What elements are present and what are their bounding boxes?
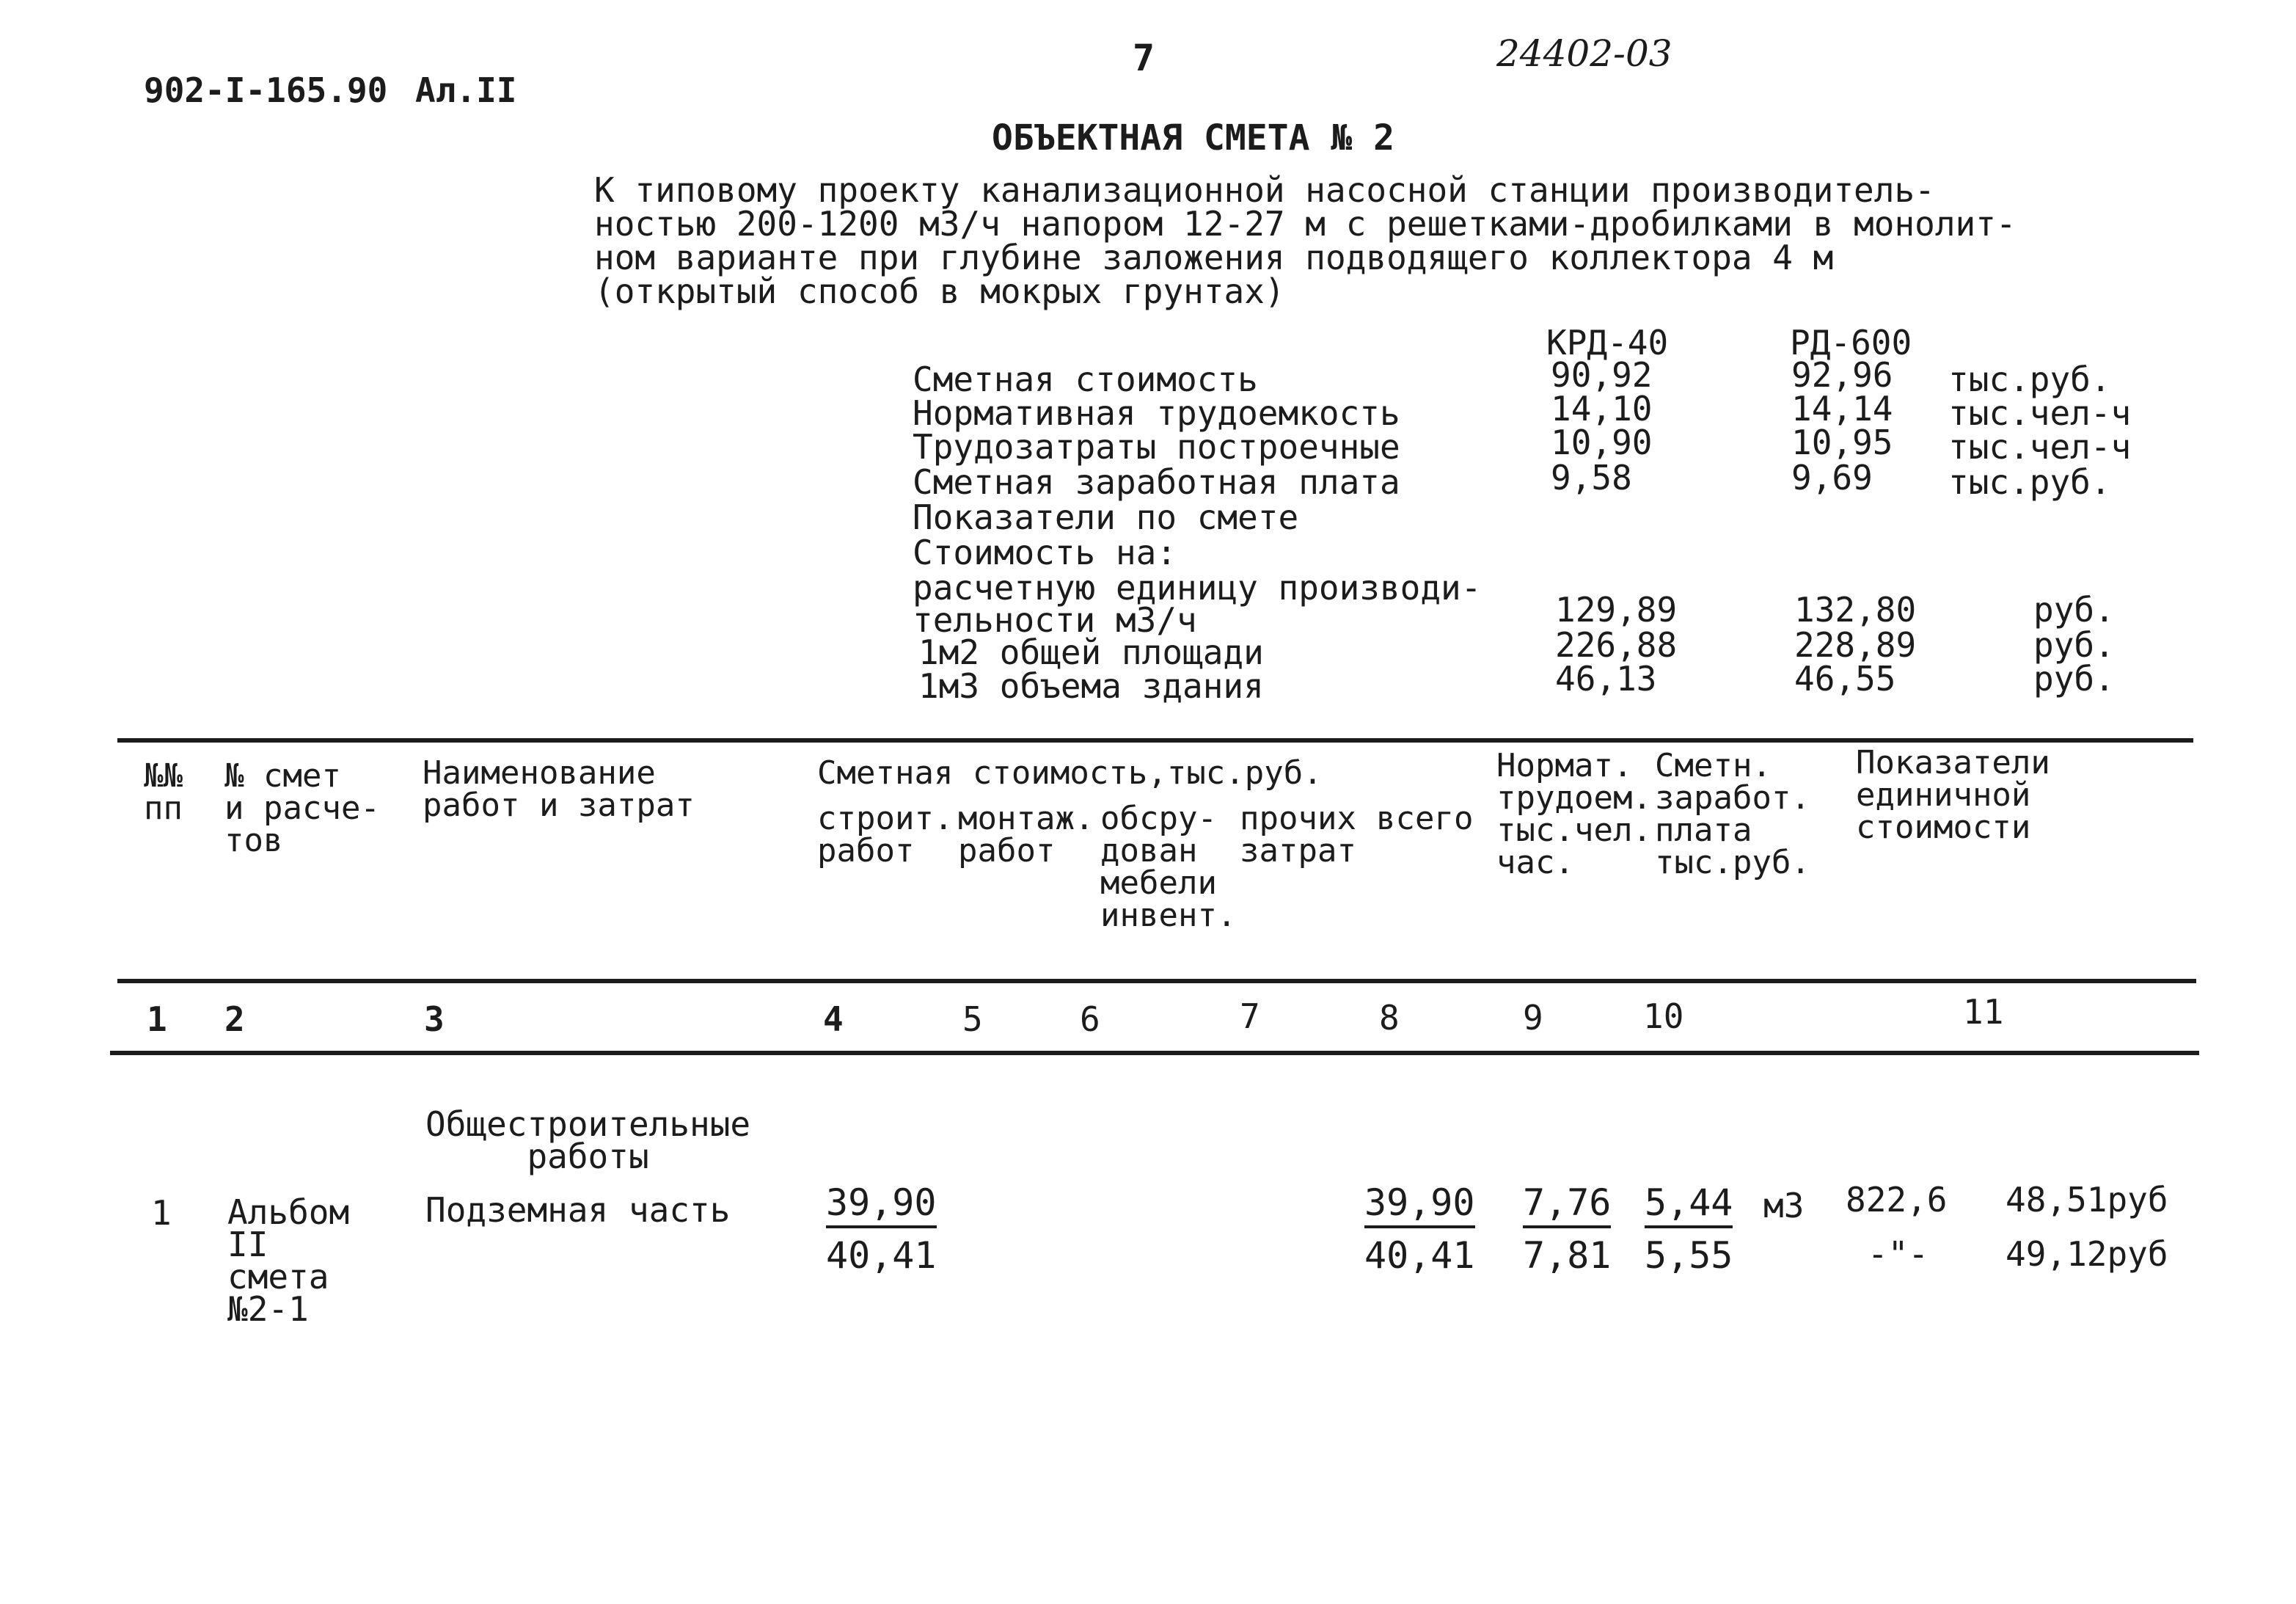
unit: м3 (1763, 1186, 1805, 1225)
summary-unit: тыс.руб. (1948, 360, 2111, 399)
summary-value: 228,89 (1794, 625, 1917, 665)
col-header-number: №№ пп (144, 757, 183, 827)
col-header-labor: Нормат. трудоем. тыс.чел. час. (1496, 747, 1652, 881)
quantity-krd: 822,6 (1846, 1180, 1948, 1220)
col-number: 9 (1523, 998, 1543, 1038)
unit-indicator-rd: 49,12руб (2006, 1234, 2168, 1274)
summary-value: 9,69 (1791, 458, 1873, 497)
summary-label: Нормативная трудоемкость (913, 393, 1400, 433)
summary-value: 92,96 (1791, 355, 1893, 395)
table-top-rule (117, 738, 2193, 743)
summary-value: 46,13 (1555, 659, 1657, 699)
subtitle-line: ностью 200-1200 м3/ч напором 12-27 м с решетками-дробилками в монолит- (594, 204, 2017, 244)
cost-total-krd: 39,90 (1364, 1184, 1475, 1228)
numbers-bottom-rule (110, 1051, 2199, 1055)
row-number: 1 (151, 1193, 172, 1233)
cost-construction-krd: 39,90 (826, 1184, 937, 1228)
wages-krd: 5,44 (1645, 1184, 1733, 1228)
unit-indicator-krd: 48,51руб (2006, 1180, 2168, 1220)
row-estimate-ref: Альбом II смета №2-1 (227, 1192, 350, 1329)
cost-construction-rd: 40,41 (826, 1234, 937, 1277)
col-header-indicators: Показатели единичной стоимости (1856, 744, 2050, 846)
col-header-other: прочих затрат (1240, 800, 1356, 870)
col-number: 10 (1643, 996, 1684, 1036)
col-number: 4 (823, 999, 844, 1039)
page-number: 7 (1133, 37, 1155, 79)
summary-value: 46,55 (1794, 659, 1896, 699)
summary-label: 1м3 объема здания (918, 666, 1264, 706)
section-heading: Общестроительные работы (425, 1104, 751, 1176)
col-number: 1 (147, 999, 167, 1039)
col-number: 7 (1240, 996, 1260, 1036)
col-number: 8 (1379, 998, 1400, 1038)
col-header-wages: Сметн. заработ. плата тыс.руб. (1655, 747, 1810, 881)
summary-label: Сметная заработная плата (913, 462, 1400, 502)
summary-value: 132,80 (1794, 590, 1917, 630)
labor-krd: 7,76 (1523, 1184, 1611, 1228)
subtitle-line: (открытый способ в мокрых грунтах) (594, 271, 1285, 311)
summary-label: Стоимость на: (913, 533, 1177, 572)
summary-value: 9,58 (1551, 458, 1632, 497)
cost-total-rd: 40,41 (1364, 1234, 1475, 1277)
summary-label: Трудозатраты построечные (913, 427, 1400, 467)
summary-value: 14,14 (1791, 389, 1893, 429)
summary-unit: руб. (2033, 590, 2115, 630)
summary-value: 10,95 (1791, 423, 1893, 462)
col-header-equipment: обсру- дован мебели инвент. (1100, 800, 1237, 934)
quantity-rd: -"- (1868, 1234, 1929, 1274)
col-group-cost: Сметная стоимость,тыс.руб. (817, 754, 1323, 792)
summary-label: 1м2 общей площади (918, 633, 1264, 672)
summary-value: 14,10 (1551, 389, 1653, 429)
col-number: 2 (224, 999, 245, 1039)
summary-value: 10,90 (1551, 423, 1653, 462)
col-header-total: всего (1376, 800, 1474, 837)
handwritten-code: 24402-03 (1496, 32, 1672, 75)
summary-unit: тыс.чел-ч (1948, 393, 2132, 433)
subtitle-line: ном варианте при глубине заложения подводящего коллектора 4 м (594, 238, 1834, 277)
summary-label: Показатели по смете (913, 497, 1299, 537)
summary-label: тельности м3/ч (913, 600, 1197, 640)
page-title: ОБЪЕКТНАЯ СМЕТА № 2 (992, 117, 1395, 158)
col-number: 11 (1963, 992, 2004, 1032)
summary-unit: руб. (2033, 625, 2115, 665)
col-number: 5 (962, 999, 983, 1039)
document-code: 902-I-165.90 (144, 70, 388, 110)
col-header-construction: строит. работ (817, 800, 954, 870)
summary-label: Сметная стоимость (913, 360, 1258, 399)
summary-unit: руб. (2033, 659, 2115, 699)
summary-unit: тыс.чел-ч (1948, 427, 2132, 467)
col-header-estimate-ref: № смет и расче- тов (224, 757, 380, 859)
summary-value: 129,89 (1555, 590, 1678, 630)
col-header-installation: монтаж. работ (958, 800, 1094, 870)
header-bottom-rule (117, 979, 2196, 983)
col-header-work-name: Наименование работ и затрат (423, 754, 695, 824)
col-number: 3 (424, 999, 445, 1039)
summary-col-header: КРД-40 (1546, 323, 1669, 362)
summary-col-header: РД-600 (1790, 323, 1912, 362)
row-work-name: Подземная часть (425, 1190, 731, 1230)
summary-unit: тыс.руб. (1948, 462, 2111, 502)
col-number: 6 (1080, 999, 1100, 1039)
summary-value: 226,88 (1555, 625, 1678, 665)
summary-label: расчетную единицу производи- (913, 568, 1482, 608)
subtitle-line: К типовому проекту канализационной насосной станции производитель- (594, 170, 1935, 210)
album-code: Ал.II (415, 70, 517, 110)
wages-rd: 5,55 (1645, 1234, 1733, 1277)
summary-value: 90,92 (1551, 355, 1653, 395)
labor-rd: 7,81 (1523, 1234, 1612, 1277)
